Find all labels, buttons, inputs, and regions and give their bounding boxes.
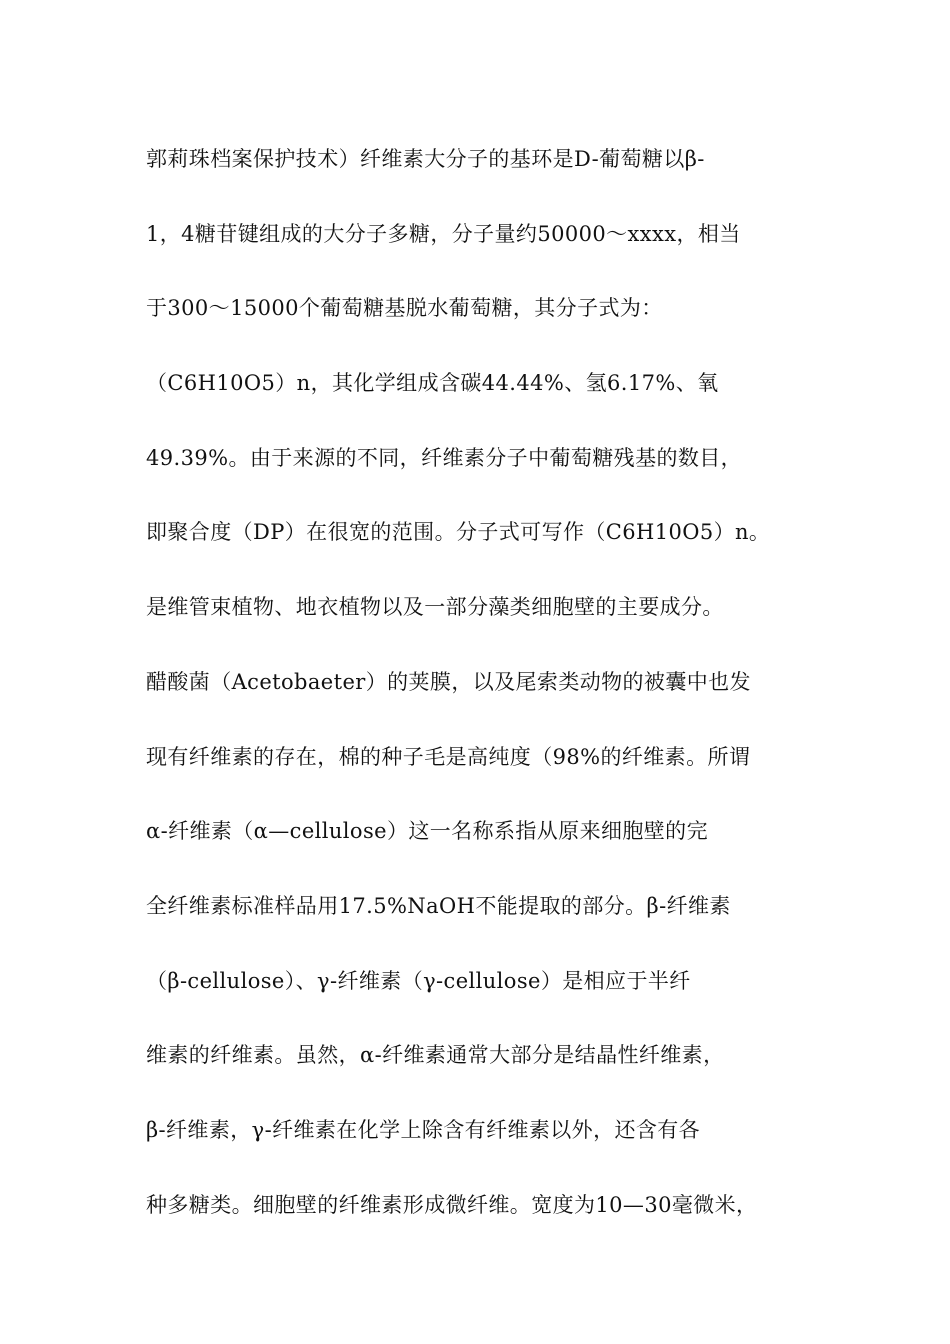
text-line: α-纤维素（α—cellulose）这一名称系指从原来细胞壁的完 (146, 819, 708, 844)
text-line: 是维管束植物、地衣植物以及一部分藻类细胞壁的主要成分。 (146, 595, 724, 620)
text-line: 种多糖类。细胞壁的纤维素形成微纤维。宽度为10—30毫微米， (146, 1192, 758, 1217)
text-line: 于300～15000个葡萄糖基脱水葡萄糖，其分子式为： (146, 296, 663, 321)
text-line: 即聚合度（DP）在很宽的范围。分子式可写作（C6H10O5）n。 (146, 520, 771, 545)
text-line: 醋酸菌（Acetobaeter）的荚膜，以及尾索类动物的被囊中也发 (146, 669, 751, 694)
text-line: （C6H10O5）n，其化学组成含碳44.44%、氢6.17%、氧 (146, 371, 719, 396)
text-line: 维素的纤维素。虽然，α-纤维素通常大部分是结晶性纤维素， (146, 1043, 725, 1068)
text-line: 全纤维素标准样品用17.5%NaOH不能提取的部分。β-纤维素 (146, 893, 731, 918)
text-line: 1，4糖苷键组成的大分子多糖，分子量约50000～xxxx，相当 (146, 221, 741, 246)
text-line: （β-cellulose）、γ-纤维素（γ-cellulose）是相应于半纤 (146, 968, 691, 993)
text-line: 郭莉珠档案保护技术）纤维素大分子的基环是D-葡萄糖以β- (146, 147, 705, 171)
body-text (146, 144, 846, 1264)
text-line: 现有纤维素的存在，棉的种子毛是高纯度（98%的纤维素。所谓 (146, 744, 751, 769)
text-line: 49.39%。由于来源的不同，纤维素分子中葡萄糖残基的数目， (146, 445, 743, 470)
text-line: β-纤维素，γ-纤维素在化学上除含有纤维素以外，还含有各 (146, 1117, 701, 1142)
